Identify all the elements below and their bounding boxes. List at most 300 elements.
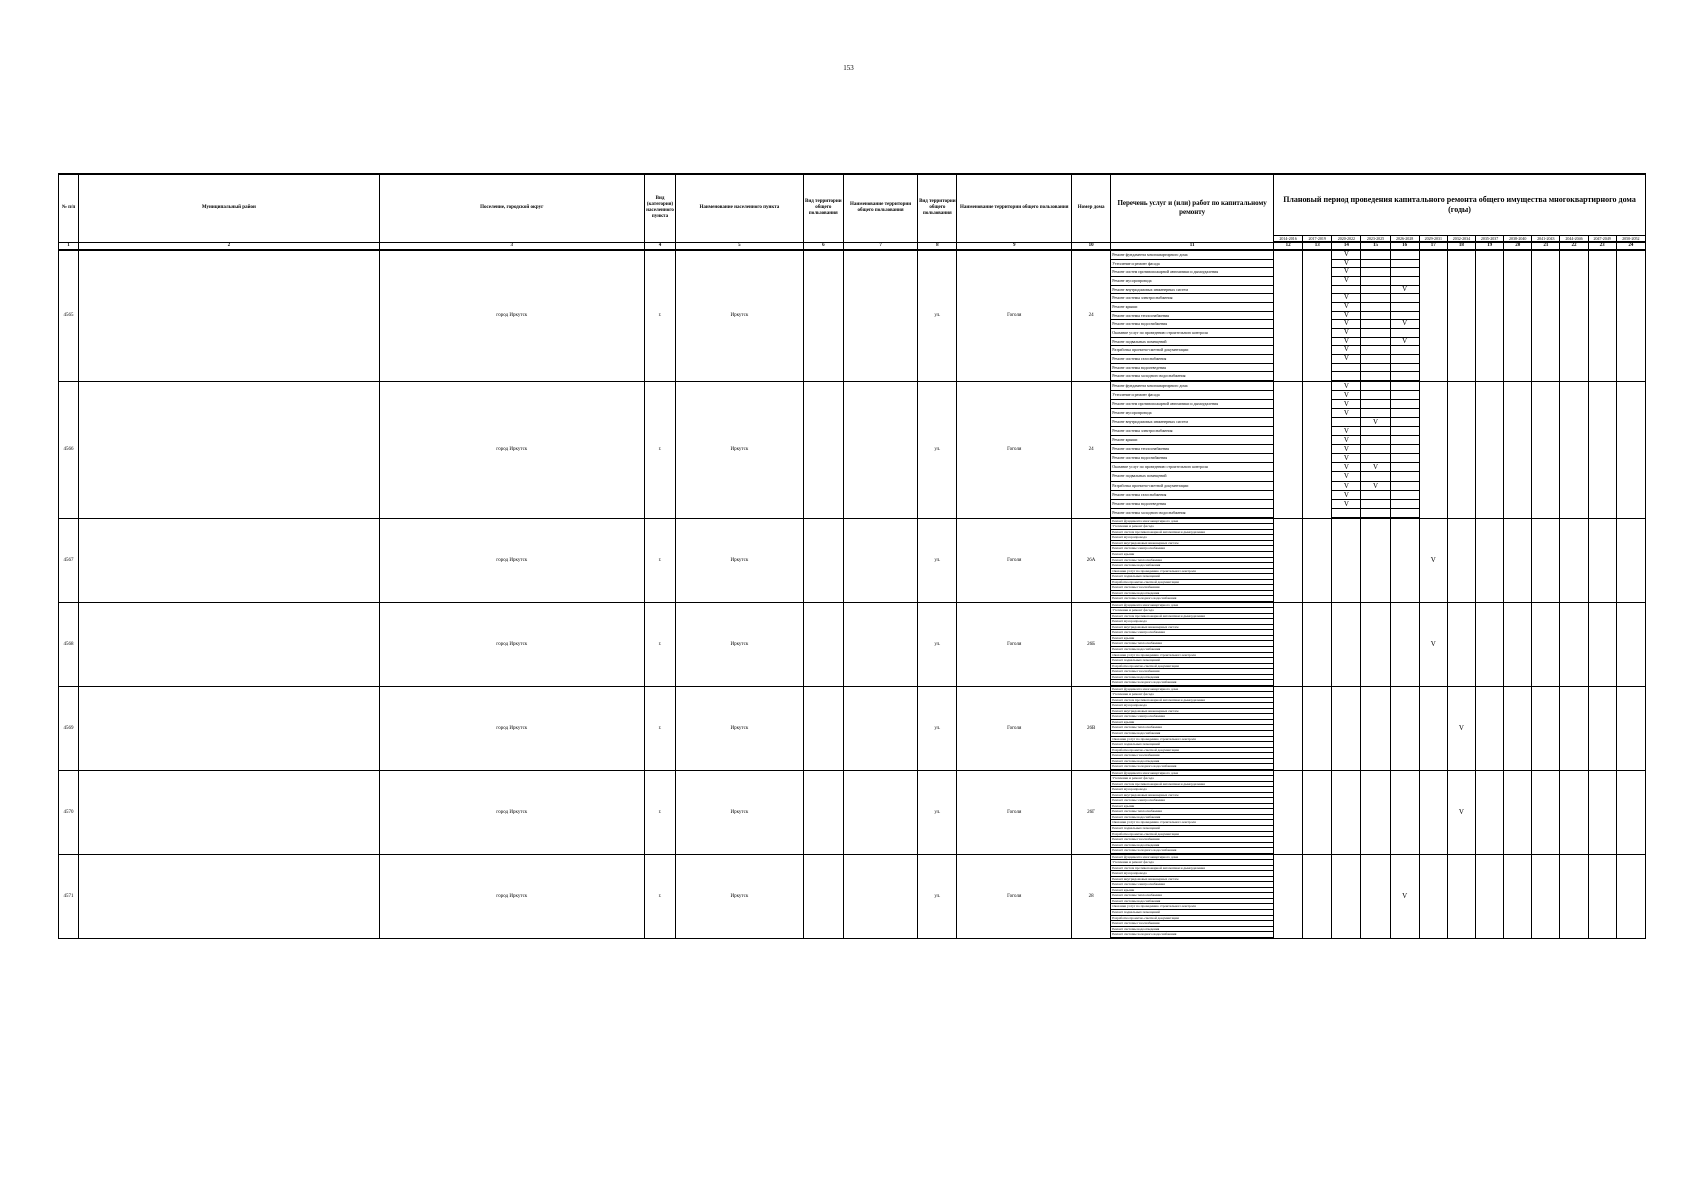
- work-item: Ремонт системы водоснабжения: [1111, 320, 1273, 329]
- work-item: Ремонт мусоропровода: [1111, 871, 1273, 877]
- municipality-cell: [79, 518, 380, 602]
- work-item: Ремонт крыши: [1111, 804, 1273, 810]
- period-mark-cell: [1504, 854, 1532, 938]
- period-mark: V: [1391, 286, 1419, 295]
- work-item: Ремонт системы холодного водоснабжения: [1111, 372, 1273, 381]
- period-header: 2023-2025: [1361, 236, 1390, 243]
- period-mark-cell: [1504, 770, 1532, 854]
- street-name-cell: Гоголя: [957, 770, 1072, 854]
- period-mark: [1361, 260, 1389, 269]
- work-item: Разработка проектно-сметной документации: [1111, 664, 1273, 670]
- period-mark: [1361, 372, 1389, 381]
- works-list-cell: [1111, 686, 1274, 770]
- house-number-cell: 24: [1072, 250, 1111, 381]
- column-number: 10: [1072, 242, 1111, 250]
- locality-type-cell: г.: [644, 686, 675, 770]
- settlement-cell: город Иркутск: [379, 381, 644, 518]
- period-header: 2014-2016: [1274, 236, 1303, 243]
- period-mark: V: [1332, 482, 1360, 491]
- period-mark: [1361, 312, 1389, 321]
- period-mark: V: [1332, 346, 1360, 355]
- work-item: Утепление и ремонт фасада: [1111, 524, 1273, 530]
- period-mark: [1391, 294, 1419, 303]
- row-number: 4566: [59, 381, 79, 518]
- period-header: 2035-2037: [1476, 236, 1504, 243]
- work-item: Ремонт внутридомовых инженерных систем: [1111, 541, 1273, 547]
- work-item: Ремонт системы электроснабжения: [1111, 427, 1273, 436]
- work-item: Ремонт системы водоотведения: [1111, 591, 1273, 597]
- period-mark-cell: V: [1390, 854, 1419, 938]
- period-mark-cell: [1476, 602, 1504, 686]
- period-mark-cell: [1390, 381, 1419, 518]
- period-mark-cell: V: [1447, 770, 1475, 854]
- work-item: Ремонт системы холодного водоснабжения: [1111, 932, 1273, 938]
- column-number: 8: [918, 242, 957, 250]
- period-mark-cell: [1274, 686, 1303, 770]
- period-mark-cell: [1532, 854, 1560, 938]
- municipality-cell: [79, 854, 380, 938]
- locality-name-cell: Иркутск: [676, 770, 804, 854]
- work-item: Ремонт систем противопожарной автоматики и дымоудаления: [1111, 400, 1273, 409]
- period-mark: V: [1332, 500, 1360, 509]
- header-works: Перечень услуг и (или) работ по капитальному ремонту: [1111, 174, 1274, 242]
- period-mark: [1361, 454, 1389, 463]
- period-mark-cell: [1332, 518, 1361, 602]
- period-mark-cell: [1616, 770, 1645, 854]
- period-mark-cell: [1560, 770, 1588, 854]
- street-type-cell: ул.: [918, 381, 957, 518]
- header-territory-name: Наименование территории общего пользования: [843, 174, 917, 242]
- column-number: 11: [1111, 242, 1274, 250]
- period-mark-cell: [1504, 250, 1532, 381]
- period-mark: [1361, 286, 1389, 295]
- period-mark-cell: [1476, 381, 1504, 518]
- period-mark-cell: [1332, 686, 1361, 770]
- header-row: [59, 174, 1646, 236]
- period-mark: V: [1332, 445, 1360, 454]
- row-number: 4571: [59, 854, 79, 938]
- house-number-cell: 28: [1072, 854, 1111, 938]
- period-mark: [1391, 427, 1419, 436]
- work-item: Ремонт системы холодного водоснабжения: [1111, 764, 1273, 770]
- period-mark: [1361, 294, 1389, 303]
- work-item: Ремонт системы теплоснабжения: [1111, 725, 1273, 731]
- period-mark: [1361, 472, 1389, 481]
- column-number-row: [59, 242, 1646, 250]
- period-mark: [1391, 491, 1419, 500]
- work-item: Ремонт мусоропровода: [1111, 409, 1273, 418]
- work-item: Ремонт крыши: [1111, 636, 1273, 642]
- period-mark-cell: [1616, 854, 1645, 938]
- work-item: Ремонт подвальных помещений: [1111, 574, 1273, 580]
- period-mark: V: [1332, 260, 1360, 269]
- period-mark-cell: [1588, 381, 1616, 518]
- period-mark-cell: [1532, 770, 1560, 854]
- period-mark: V: [1361, 463, 1389, 472]
- period-mark-cell: [1616, 518, 1645, 602]
- territory-name-cell: [843, 686, 917, 770]
- period-mark-cell: [1361, 381, 1390, 518]
- territory-name-cell: [843, 518, 917, 602]
- work-item: Ремонт подвальных помещений: [1111, 742, 1273, 748]
- period-mark: [1332, 372, 1360, 381]
- work-item: Оказание услуг по проведению строительного контроля: [1111, 820, 1273, 826]
- work-item: Ремонт системы газоснабжения: [1111, 491, 1273, 500]
- header-street-type: Вид территории общего пользования: [918, 174, 957, 242]
- column-number: 18: [1447, 242, 1475, 250]
- period-mark: V: [1332, 251, 1360, 260]
- work-item: Ремонт подвальных помещений: [1111, 338, 1273, 347]
- period-mark-cell: V: [1447, 686, 1475, 770]
- period-mark: [1391, 382, 1419, 391]
- period-mark-cell: [1332, 770, 1361, 854]
- street-name-cell: Гоголя: [957, 602, 1072, 686]
- period-mark: [1361, 409, 1389, 418]
- period-mark: [1391, 303, 1419, 312]
- period-mark: [1391, 509, 1419, 518]
- period-mark-cell: [1447, 602, 1475, 686]
- work-item: Оказание услуг по проведению строительного контроля: [1111, 737, 1273, 743]
- work-item: Ремонт мусоропровода: [1111, 277, 1273, 286]
- period-mark: [1391, 355, 1419, 364]
- header-territory-type: Вид территории общего пользования: [803, 174, 843, 242]
- period-mark: [1391, 391, 1419, 400]
- column-number: 24: [1616, 242, 1645, 250]
- period-mark-cell: [1476, 518, 1504, 602]
- period-mark: [1391, 463, 1419, 472]
- period-header: 2017-2019: [1303, 236, 1332, 243]
- territory-type-cell: [803, 602, 843, 686]
- period-mark: V: [1332, 294, 1360, 303]
- period-mark: [1361, 436, 1389, 445]
- period-mark-cell: [1274, 381, 1303, 518]
- period-mark: V: [1332, 277, 1360, 286]
- column-number: 14: [1332, 242, 1361, 250]
- work-item: Ремонт системы газоснабжения: [1111, 921, 1273, 927]
- period-mark-cell: [1303, 250, 1332, 381]
- works-list-cell: [1111, 250, 1274, 381]
- locality-name-cell: Иркутск: [676, 381, 804, 518]
- street-name-cell: Гоголя: [957, 250, 1072, 381]
- period-header: 2029-2031: [1419, 236, 1447, 243]
- period-mark-cell: [1588, 250, 1616, 381]
- period-mark: [1391, 409, 1419, 418]
- street-name-cell: Гоголя: [957, 854, 1072, 938]
- work-item: Ремонт крыши: [1111, 436, 1273, 445]
- period-header: 2047-2049: [1588, 236, 1616, 243]
- work-item: Ремонт системы электроснабжения: [1111, 714, 1273, 720]
- work-item: Ремонт мусоропровода: [1111, 619, 1273, 625]
- work-item: Ремонт фундамента многоквартирного дома: [1111, 251, 1273, 260]
- settlement-cell: город Иркутск: [379, 602, 644, 686]
- locality-name-cell: Иркутск: [676, 602, 804, 686]
- column-number: 5: [676, 242, 804, 250]
- work-item: Ремонт системы водоснабжения: [1111, 647, 1273, 653]
- period-mark: [1391, 372, 1419, 381]
- period-mark-cell: [1390, 602, 1419, 686]
- period-mark-cell: [1274, 602, 1303, 686]
- territory-type-cell: [803, 770, 843, 854]
- period-mark: V: [1332, 400, 1360, 409]
- street-type-cell: ул.: [918, 518, 957, 602]
- work-item: Ремонт систем противопожарной автоматики и дымоудаления: [1111, 268, 1273, 277]
- work-item: Ремонт внутридомовых инженерных систем: [1111, 793, 1273, 799]
- work-item: Ремонт системы теплоснабжения: [1111, 893, 1273, 899]
- work-item: Ремонт системы водоотведения: [1111, 500, 1273, 509]
- period-mark: V: [1332, 303, 1360, 312]
- period-mark: V: [1332, 454, 1360, 463]
- period-mark: [1391, 364, 1419, 373]
- work-item: Ремонт системы водоснабжения: [1111, 731, 1273, 737]
- work-item: Утепление и ремонт фасада: [1111, 391, 1273, 400]
- work-item: Ремонт системы водоотведения: [1111, 675, 1273, 681]
- territory-type-cell: [803, 686, 843, 770]
- period-mark-cell: [1419, 854, 1447, 938]
- period-mark: [1391, 454, 1419, 463]
- work-item: Ремонт мусоропровода: [1111, 703, 1273, 709]
- period-mark: [1361, 268, 1389, 277]
- period-mark-cell: [1303, 381, 1332, 518]
- work-item: Ремонт фундамента многоквартирного дома: [1111, 519, 1273, 525]
- municipality-cell: [79, 250, 380, 381]
- period-mark: V: [1332, 382, 1360, 391]
- work-item: Ремонт крыши: [1111, 888, 1273, 894]
- period-header: 2050-2052: [1616, 236, 1645, 243]
- period-mark-cell: [1476, 770, 1504, 854]
- work-item: Ремонт системы электроснабжения: [1111, 294, 1273, 303]
- work-item: Утепление и ремонт фасада: [1111, 260, 1273, 269]
- work-item: Ремонт крыши: [1111, 552, 1273, 558]
- work-item: Ремонт систем противопожарной автоматики и дымоудаления: [1111, 530, 1273, 536]
- table-row: [59, 518, 1646, 602]
- work-item: Ремонт системы водоснабжения: [1111, 899, 1273, 905]
- column-number: 12: [1274, 242, 1303, 250]
- period-mark-cell: [1560, 854, 1588, 938]
- column-number: 2: [79, 242, 380, 250]
- work-item: Ремонт системы электроснабжения: [1111, 798, 1273, 804]
- work-item: Оказание услуг по проведению строительного контроля: [1111, 653, 1273, 659]
- work-item: Ремонт внутридомовых инженерных систем: [1111, 625, 1273, 631]
- period-mark: V: [1332, 338, 1360, 347]
- works-list-cell: [1111, 602, 1274, 686]
- work-item: Ремонт системы газоснабжения: [1111, 753, 1273, 759]
- period-mark-cell: [1616, 381, 1645, 518]
- territory-type-cell: [803, 250, 843, 381]
- row-number: 4569: [59, 686, 79, 770]
- municipality-cell: [79, 602, 380, 686]
- column-number: 15: [1361, 242, 1390, 250]
- locality-name-cell: Иркутск: [676, 250, 804, 381]
- territory-type-cell: [803, 518, 843, 602]
- period-mark: [1391, 268, 1419, 277]
- period-mark-cell: [1361, 854, 1390, 938]
- period-mark-cell: [1419, 686, 1447, 770]
- period-mark-cell: [1447, 518, 1475, 602]
- period-mark-cell: [1332, 854, 1361, 938]
- period-mark-cell: [1560, 686, 1588, 770]
- work-item: Ремонт систем противопожарной автоматики и дымоудаления: [1111, 866, 1273, 872]
- period-mark: V: [1332, 427, 1360, 436]
- work-item: Разработка проектно-сметной документации: [1111, 580, 1273, 586]
- work-item: Оказание услуг по проведению строительного контроля: [1111, 329, 1273, 338]
- period-header: 2026-2028: [1390, 236, 1419, 243]
- period-mark-cell: [1361, 770, 1390, 854]
- period-mark: V: [1361, 418, 1389, 427]
- period-mark-cell: [1447, 250, 1475, 381]
- period-mark-cell: [1361, 602, 1390, 686]
- work-item: Ремонт системы газоснабжения: [1111, 669, 1273, 675]
- period-mark-cell: [1504, 518, 1532, 602]
- period-mark-cell: [1274, 854, 1303, 938]
- work-item: Оказание услуг по проведению строительного контроля: [1111, 904, 1273, 910]
- period-mark-cell: [1390, 686, 1419, 770]
- period-mark: [1361, 251, 1389, 260]
- period-mark-cell: [1419, 250, 1447, 381]
- period-mark: [1361, 391, 1389, 400]
- period-mark-cell: V: [1419, 602, 1447, 686]
- period-mark-cell: [1303, 518, 1332, 602]
- work-item: Ремонт системы теплоснабжения: [1111, 445, 1273, 454]
- period-mark-cell: [1588, 518, 1616, 602]
- work-item: Ремонт фундамента многоквартирного дома: [1111, 687, 1273, 693]
- period-mark-cell: [1532, 381, 1560, 518]
- work-item: Разработка проектно-сметной документации: [1111, 832, 1273, 838]
- work-item: Ремонт крыши: [1111, 303, 1273, 312]
- locality-name-cell: Иркутск: [676, 686, 804, 770]
- period-mark-cell: [1361, 518, 1390, 602]
- work-item: Ремонт системы водоснабжения: [1111, 563, 1273, 569]
- settlement-cell: город Иркутск: [379, 770, 644, 854]
- period-mark: V: [1391, 338, 1419, 347]
- street-name-cell: Гоголя: [957, 686, 1072, 770]
- work-item: Ремонт внутридомовых инженерных систем: [1111, 286, 1273, 295]
- header-locality-type: Вид (категория) населенного пункта: [644, 174, 675, 242]
- work-item: Ремонт системы теплоснабжения: [1111, 312, 1273, 321]
- table-row: [59, 770, 1646, 854]
- period-mark-cell: [1303, 686, 1332, 770]
- column-number: 17: [1419, 242, 1447, 250]
- table-row: [59, 250, 1646, 381]
- work-item: Ремонт фундамента многоквартирного дома: [1111, 382, 1273, 391]
- period-mark: [1361, 491, 1389, 500]
- period-mark-cell: [1560, 518, 1588, 602]
- works-list-cell: [1111, 381, 1274, 518]
- work-item: Ремонт системы водоотведения: [1111, 927, 1273, 933]
- work-item: Ремонт системы электроснабжения: [1111, 630, 1273, 636]
- period-mark-cell: [1476, 854, 1504, 938]
- work-item: Ремонт системы газоснабжения: [1111, 837, 1273, 843]
- works-list-cell: [1111, 854, 1274, 938]
- period-mark: V: [1332, 436, 1360, 445]
- settlement-cell: город Иркутск: [379, 518, 644, 602]
- house-number-cell: 26Б: [1072, 602, 1111, 686]
- period-mark-cell: [1616, 250, 1645, 381]
- territory-type-cell: [803, 854, 843, 938]
- work-item: Ремонт крыши: [1111, 720, 1273, 726]
- period-mark-cell: [1504, 686, 1532, 770]
- locality-type-cell: г.: [644, 602, 675, 686]
- work-item: Утепление и ремонт фасада: [1111, 860, 1273, 866]
- house-number-cell: 24: [1072, 381, 1111, 518]
- period-mark: [1361, 303, 1389, 312]
- page-number: 153: [843, 64, 854, 72]
- work-item: Ремонт мусоропровода: [1111, 787, 1273, 793]
- column-number: 3: [379, 242, 644, 250]
- work-item: Оказание услуг по проведению строительного контроля: [1111, 463, 1273, 472]
- period-mark-cell: [1504, 602, 1532, 686]
- street-name-cell: Гоголя: [957, 518, 1072, 602]
- period-mark: V: [1332, 320, 1360, 329]
- work-item: Ремонт системы холодного водоснабжения: [1111, 848, 1273, 854]
- header-locality-name: Наименование населенного пункта: [676, 174, 804, 242]
- work-item: Ремонт системы холодного водоснабжения: [1111, 680, 1273, 686]
- territory-name-cell: [843, 854, 917, 938]
- period-mark: [1332, 364, 1360, 373]
- period-mark: [1361, 445, 1389, 454]
- locality-type-cell: г.: [644, 770, 675, 854]
- period-header: 2020-2022: [1332, 236, 1361, 243]
- period-mark: V: [1332, 268, 1360, 277]
- territory-name-cell: [843, 381, 917, 518]
- header-num: № п/п: [59, 174, 79, 242]
- work-item: Ремонт системы теплоснабжения: [1111, 809, 1273, 815]
- period-mark: [1391, 346, 1419, 355]
- period-mark-cell: [1274, 250, 1303, 381]
- work-item: Ремонт систем противопожарной автоматики и дымоудаления: [1111, 782, 1273, 788]
- works-list-cell: [1111, 518, 1274, 602]
- period-mark-cell: [1560, 602, 1588, 686]
- column-number: 22: [1560, 242, 1588, 250]
- period-mark-cell: [1532, 686, 1560, 770]
- period-mark: [1361, 364, 1389, 373]
- period-mark: [1361, 427, 1389, 436]
- period-mark: [1361, 277, 1389, 286]
- header-house: Номер дома: [1072, 174, 1111, 242]
- locality-type-cell: г.: [644, 250, 675, 381]
- work-item: Ремонт систем противопожарной автоматики и дымоудаления: [1111, 698, 1273, 704]
- period-mark-cell: [1476, 686, 1504, 770]
- work-item: Утепление и ремонт фасада: [1111, 692, 1273, 698]
- table-row: [59, 381, 1646, 518]
- period-mark-cell: [1447, 381, 1475, 518]
- period-mark-cell: [1532, 518, 1560, 602]
- period-header: 2041-2043: [1532, 236, 1560, 243]
- header-planned-period: Плановый период проведения капитального ремонта общего имущества многоквартирного дома (годы): [1274, 174, 1646, 236]
- work-item: Ремонт подвальных помещений: [1111, 910, 1273, 916]
- period-mark-cell: [1588, 686, 1616, 770]
- column-number: 1: [59, 242, 79, 250]
- locality-name-cell: Иркутск: [676, 518, 804, 602]
- column-number: 20: [1504, 242, 1532, 250]
- period-header: 2032-2034: [1447, 236, 1475, 243]
- period-mark: V: [1332, 472, 1360, 481]
- street-type-cell: ул.: [918, 686, 957, 770]
- period-mark-cell: [1504, 381, 1532, 518]
- period-header: 2038-2040: [1504, 236, 1532, 243]
- period-mark-cell: [1332, 381, 1361, 518]
- period-mark-cell: [1419, 770, 1447, 854]
- period-mark: [1332, 418, 1360, 427]
- column-number: 23: [1588, 242, 1616, 250]
- period-mark: [1361, 400, 1389, 409]
- period-mark: [1391, 260, 1419, 269]
- period-header: 2044-2046: [1560, 236, 1588, 243]
- work-item: Ремонт системы холодного водоснабжения: [1111, 509, 1273, 518]
- period-mark: [1361, 382, 1389, 391]
- column-number: 6: [803, 242, 843, 250]
- period-mark: V: [1332, 312, 1360, 321]
- period-mark: [1361, 500, 1389, 509]
